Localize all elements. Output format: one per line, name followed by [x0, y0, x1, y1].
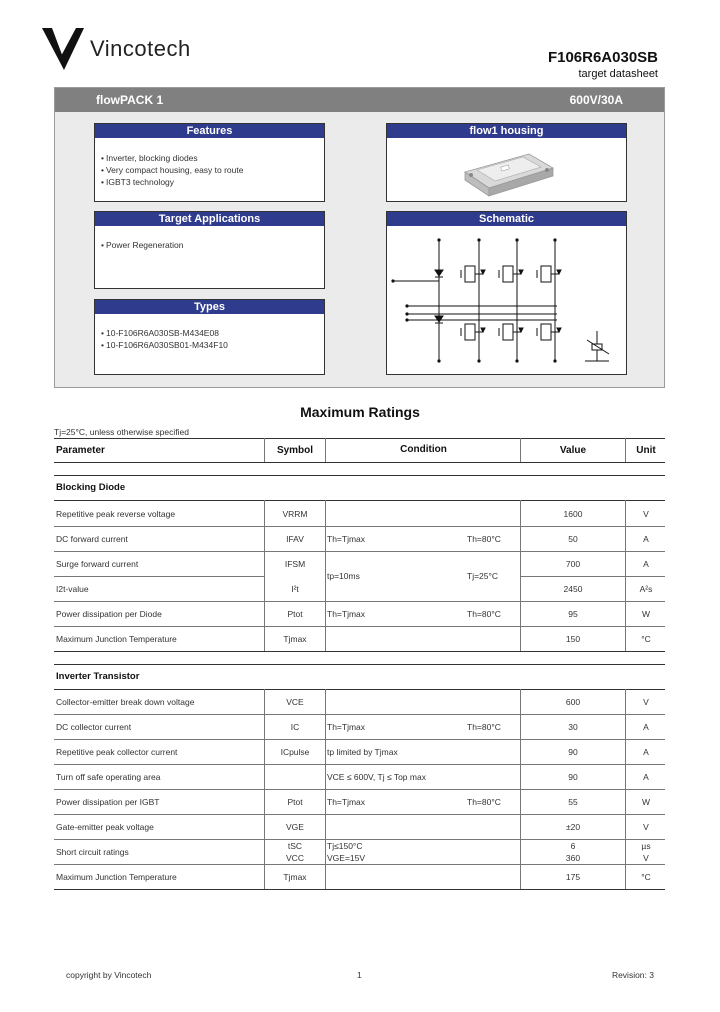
value-cell: 90 [568, 747, 578, 757]
types-title: Types [95, 300, 324, 314]
unit-cell: V [643, 853, 649, 863]
param-cell: DC forward current [56, 534, 128, 544]
condition-cell: Th=Tjmax [327, 534, 366, 544]
brand-name: Vincotech [90, 36, 191, 61]
row-rule [54, 576, 265, 577]
value-cell: 700 [565, 559, 581, 569]
unit-cell: µs [641, 841, 651, 851]
value-cell: 55 [568, 797, 578, 807]
schematic-box [386, 211, 627, 375]
row-rule [54, 601, 665, 602]
section-rule [54, 689, 665, 690]
symbol-cell: Ptot [287, 609, 303, 619]
value-cell: 95 [568, 609, 578, 619]
row-rule [54, 739, 665, 740]
symbol-cell: ICpulse [280, 747, 310, 757]
header-symbol: Symbol [276, 445, 314, 456]
footer-page-number: 1 [357, 970, 362, 980]
application-item: • Power Regeneration [101, 240, 183, 250]
param-cell: Collector-emitter break down voltage [56, 697, 195, 707]
housing-title: flow1 housing [387, 124, 626, 138]
merged-condition2-cell: Tj=25°C [467, 571, 499, 581]
type-item: • 10-F106R6A030SB01-M434F10 [101, 340, 228, 350]
product-rating: 600V/30A [569, 93, 623, 107]
value-cell: 150 [565, 634, 581, 644]
unit-cell: A²s [639, 584, 653, 594]
condition-cell: VGE=15V [327, 853, 366, 863]
ratings-title: Maximum Ratings [300, 404, 420, 420]
value-cell: 600 [565, 697, 581, 707]
unit-cell: A [643, 747, 649, 757]
symbol-cell: Tjmax [283, 872, 307, 882]
housing-box [386, 123, 627, 202]
value-cell: 90 [568, 772, 578, 782]
symbol-cell: IC [290, 722, 300, 732]
param-cell: Turn off safe operating area [56, 772, 161, 782]
row-rule [54, 814, 665, 815]
unit-cell: W [641, 797, 651, 807]
symbol-cell: tSC [287, 841, 303, 851]
value-cell: 2450 [563, 584, 583, 594]
types-box [94, 299, 325, 375]
unit-cell: V [643, 509, 649, 519]
param-cell: Repetitive peak collector current [56, 747, 178, 757]
symbol-cell: IFAV [286, 534, 304, 544]
row-rule [54, 789, 665, 790]
section-inverter-transistor: Inverter Transistor [56, 671, 140, 682]
footer-revision: Revision: 3 [611, 970, 654, 980]
section-rule [54, 664, 665, 665]
param-cell: Power dissipation per Diode [56, 609, 162, 619]
param-cell: Repetitive peak reverse voltage [56, 509, 176, 519]
unit-cell: °C [641, 872, 651, 882]
header-unit: Unit [636, 445, 656, 456]
unit-cell: A [643, 534, 649, 544]
section-rule [54, 475, 665, 476]
footer-copyright: copyright by Vincotech [66, 970, 152, 980]
condition2-cell: Th=80°C [467, 722, 501, 732]
row-rule [54, 839, 665, 840]
condition-cell: Th=Tjmax [327, 609, 366, 619]
value-cell: 50 [568, 534, 578, 544]
row-rule [54, 714, 665, 715]
condition-cell: tp limited by Tjmax [327, 747, 398, 757]
row-rule [54, 864, 665, 865]
condition2-cell: Th=80°C [467, 609, 501, 619]
unit-cell: A [643, 772, 649, 782]
features-title: Features [95, 124, 324, 138]
table-rule [54, 438, 665, 439]
value-cell: ±20 [565, 822, 581, 832]
condition-cell: VCE ≤ 600V, Tj ≤ Top max [327, 772, 426, 782]
param-cell: I2t-value [56, 584, 89, 594]
symbol-cell: Ptot [287, 797, 303, 807]
value-cell: 1600 [563, 509, 583, 519]
header-condition: Condition [400, 444, 447, 455]
product-family: flowPACK 1 [96, 93, 164, 107]
condition2-cell: Th=80°C [467, 534, 501, 544]
table-divider [264, 438, 265, 462]
param-cell: DC collector current [56, 722, 132, 732]
table-divider [625, 438, 626, 462]
value-cell: 175 [565, 872, 581, 882]
feature-item: • IGBT3 technology [101, 177, 174, 187]
feature-item: • Very compact housing, easy to route [101, 165, 243, 175]
schematic-title: Schematic [387, 212, 626, 226]
unit-cell: A [643, 559, 649, 569]
symbol-cell: VCC [286, 853, 304, 863]
unit-cell: V [643, 822, 649, 832]
row-rule [54, 526, 665, 527]
section-rule [54, 889, 665, 890]
type-item: • 10-F106R6A030SB-M434E08 [101, 328, 219, 338]
ratings-condition-note: Tj=25°C, unless otherwise specified [54, 427, 189, 437]
row-rule [54, 551, 665, 552]
value-cell: 30 [568, 722, 578, 732]
symbol-cell: Tjmax [283, 634, 307, 644]
header-parameter: Parameter [56, 445, 105, 456]
symbol-cell: IFSM [284, 559, 306, 569]
document-subtitle: target datasheet [578, 68, 658, 80]
param-cell: Power dissipation per IGBT [56, 797, 160, 807]
param-cell: Maximum Junction Temperature [56, 872, 177, 882]
condition-cell: Th=Tjmax [327, 797, 366, 807]
merged-condition-cell: tp=10ms [327, 571, 360, 581]
table-rule [54, 462, 665, 463]
section-rule [54, 500, 665, 501]
symbol-cell: VGE [286, 822, 304, 832]
schematic-diagram [387, 226, 626, 374]
features-box [94, 123, 325, 202]
symbol-cell: VCE [286, 697, 304, 707]
value-cell: 6 [570, 841, 576, 851]
condition2-cell: Th=80°C [467, 797, 501, 807]
param-cell: Maximum Junction Temperature [56, 634, 177, 644]
section-blocking-diode: Blocking Diode [56, 482, 126, 493]
unit-cell: V [643, 697, 649, 707]
vincotech-logo-icon [42, 26, 84, 70]
unit-cell: °C [641, 634, 651, 644]
param-cell: Gate-emitter peak voltage [56, 822, 154, 832]
table-divider [325, 438, 326, 462]
housing-image [457, 142, 557, 200]
symbol-cell: VRRM [282, 509, 308, 519]
row-rule [521, 576, 665, 577]
unit-cell: W [641, 609, 651, 619]
applications-box [94, 211, 325, 289]
value-cell: 360 [565, 853, 581, 863]
condition-cell: Th=Tjmax [327, 722, 366, 732]
feature-item: • Inverter, blocking diodes [101, 153, 198, 163]
header-value: Value [559, 445, 587, 456]
unit-cell: A [643, 722, 649, 732]
param-cell: Surge forward current [56, 559, 139, 569]
row-rule [54, 626, 665, 627]
condition-cell: Tj≤150°C [327, 841, 363, 851]
table-divider [520, 438, 521, 462]
table-divider [325, 500, 326, 651]
param-cell: Short circuit ratings [56, 847, 129, 857]
symbol-cell: I²t [291, 584, 299, 594]
applications-title: Target Applications [95, 212, 324, 226]
part-number: F106R6A030SB [547, 49, 658, 66]
section-rule [54, 651, 665, 652]
row-rule [54, 764, 665, 765]
